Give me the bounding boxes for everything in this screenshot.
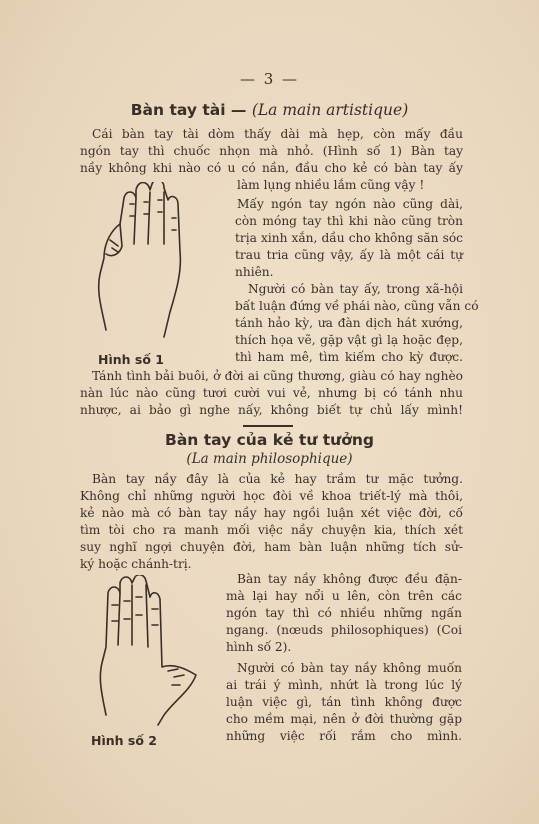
paragraph-line: ngón tay thì có nhiều những ngấn xyxy=(226,606,462,620)
section1-title-vi: Bàn tay tài — xyxy=(130,101,247,119)
section-divider xyxy=(243,425,293,427)
paragraph-line: ai trái ý mình, nhứt là trong lúc lý xyxy=(226,678,462,692)
hand-figure-1 xyxy=(86,182,198,352)
paragraph-line: những việc rối rắm cho mình. xyxy=(226,729,462,743)
paragraph-line: Không chỉ những người học đòi về khoa triết-lý mà thôi, xyxy=(80,489,463,503)
figure-2-caption: Hình số 2 xyxy=(91,733,157,748)
paragraph-line: còn móng tay thì khi nào cũng tròn xyxy=(235,214,463,228)
paragraph-line: Tánh tình bải buôi, ở đời ai cũng thương, giàu có hay nghèo xyxy=(92,369,463,383)
paragraph-line: nhiên. xyxy=(235,265,274,279)
paragraph-line: kẻ nào mà có bàn tay nầy hay ngồi luận xét việc đời, cố xyxy=(80,506,463,520)
paragraph-line: Cái bàn tay tài dòm thấy dài mà hẹp, còn mấy đầu xyxy=(92,127,463,141)
paragraph-line: tánh hảo kỳ, ưa đàn dịch hát xướng, xyxy=(235,316,463,330)
section2-title: Bàn tay của kẻ tư tưởng xyxy=(165,431,374,449)
paragraph-line: Bàn tay nầy đây là của kẻ hay trầm tư mặc tưởng. xyxy=(92,472,463,486)
paragraph-line: mà lại hay nổi u lên, còn trên các xyxy=(226,589,462,603)
paragraph-line: tìm tòi cho ra manh mối việc nầy chuyện kia, thích xét xyxy=(80,523,463,537)
section2-subtitle: (La main philosophique) xyxy=(186,451,353,467)
paragraph-line: Người có bàn tay ấy, trong xã-hội xyxy=(248,282,463,296)
paragraph-line: nầy không khi nào có u có nần, đầu cho kẻ có bàn tay ấy xyxy=(80,161,463,175)
section1-title-fr: (La main artistique) xyxy=(251,101,409,119)
figure-1-caption: Hình số 1 xyxy=(98,352,164,367)
paragraph-line: nhược, ai bảo gì nghe nấy, không biết tự chủ lấy mình! xyxy=(80,403,463,417)
paragraph-line: ngang. (nœuds philosophiques) (Coi xyxy=(226,623,462,637)
page-number: — 3 — xyxy=(239,70,300,88)
paragraph-line: trịa xinh xắn, dầu cho không săn sóc xyxy=(235,231,463,245)
paragraph-line: ký hoặc chánh-trị. xyxy=(80,557,192,571)
paragraph-line: Người có bàn tay nầy không muốn xyxy=(237,661,462,675)
paragraph-line: nàn lúc nào cũng tươi cười vui vẻ, nhưng bị có tánh nhu xyxy=(80,386,463,400)
paragraph-line: luận việc gì, tán tình không được xyxy=(226,695,462,709)
paragraph-line: cho mềm mại, nên ở đời thường gặp xyxy=(226,712,462,726)
section1-title xyxy=(0,101,539,119)
hand-figure-2 xyxy=(88,575,208,735)
paragraph-line: suy nghĩ ngợi chuyện đời, ham bàn luận những tích sử- xyxy=(80,540,463,554)
paragraph-line: trau tria cũng vậy, ấy là một cái tự xyxy=(235,248,463,262)
paragraph-line: thích họa vẽ, gặp vật gì lạ hoặc đẹp, xyxy=(235,333,463,347)
paragraph-line: thì ham mê, tìm kiếm cho kỳ được. xyxy=(235,350,463,364)
paragraph-line: làm lụng nhiều lắm cũng vậy ! xyxy=(237,178,425,192)
paragraph-line: hình số 2). xyxy=(226,640,292,654)
paragraph-line: Mấy ngón tay ngón nào cũng dài, xyxy=(237,197,463,211)
paragraph-line: Bàn tay nầy không được đều đặn- xyxy=(237,572,462,586)
paragraph-line: ngón tay thì chuốc nhọn mà nhỏ. (Hình số 1) Bàn tay xyxy=(80,144,463,158)
paragraph-line: bất luận đứng về phái nào, cũng vẫn có xyxy=(235,299,479,313)
